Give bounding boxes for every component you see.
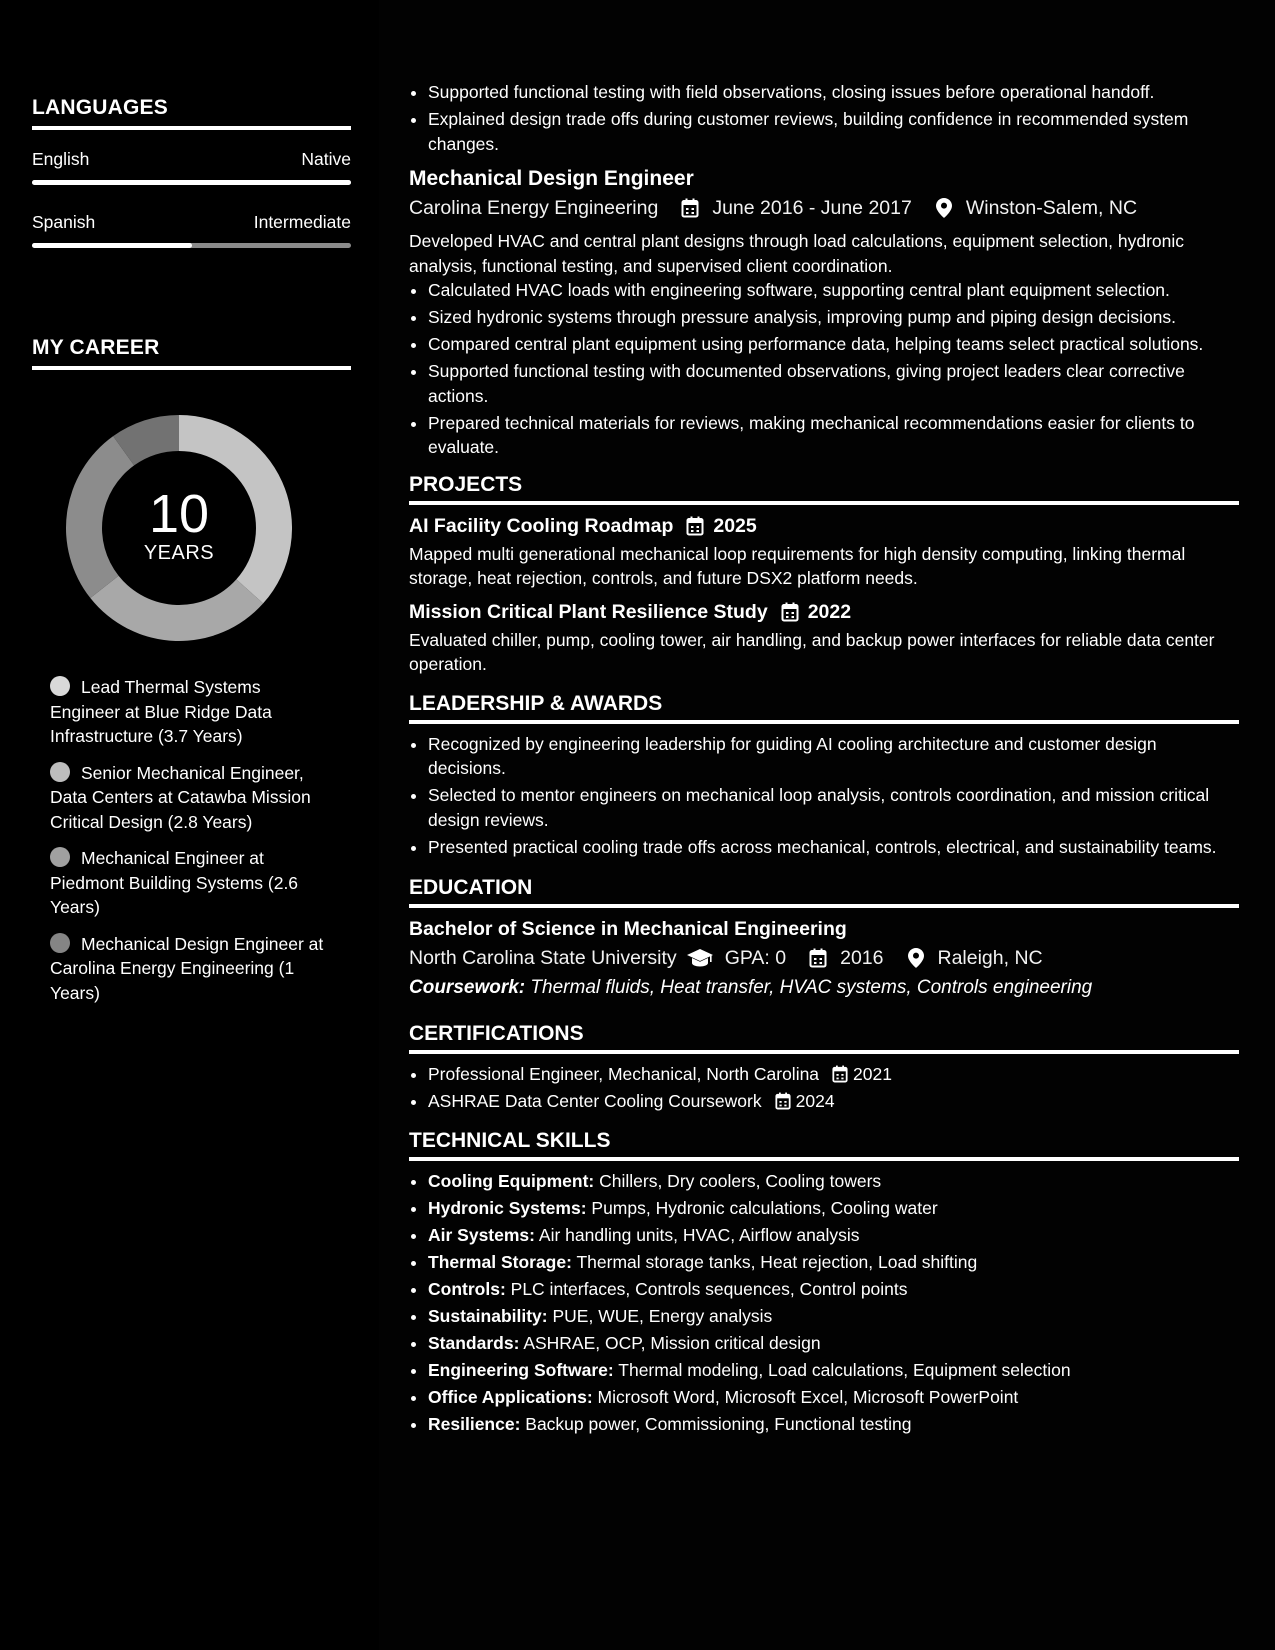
skill-label: Hydronic Systems: bbox=[428, 1197, 587, 1218]
skill-item bbox=[428, 1169, 1239, 1194]
calendar-icon bbox=[685, 516, 705, 536]
total-years-unit: YEARS bbox=[143, 542, 215, 564]
job-bullets bbox=[409, 278, 1239, 460]
education-meta bbox=[409, 945, 1239, 971]
previous-job-bullets bbox=[409, 80, 1239, 156]
skill-value: Thermal storage tanks, Heat rejection, Load shifting bbox=[576, 1251, 978, 1272]
school-name: North Carolina State University bbox=[409, 947, 677, 969]
language-row bbox=[32, 211, 351, 233]
coursework-list: Thermal fluids, Heat transfer, HVAC systems, Controls engineering bbox=[530, 977, 1093, 998]
certifications-title: CERTIFICATIONS bbox=[409, 1021, 1239, 1054]
bullet-item: • Sized hydronic systems through pressure analysis, improving pump and piping design decisions. bbox=[428, 305, 1239, 330]
skill-item bbox=[428, 1304, 1239, 1329]
career-legend bbox=[50, 675, 330, 1017]
career-legend-item bbox=[50, 846, 330, 920]
skill-item bbox=[428, 1358, 1239, 1383]
coursework-label: Coursework: bbox=[409, 977, 526, 998]
certification-year: 2021 bbox=[853, 1064, 892, 1084]
skill-item bbox=[428, 1412, 1239, 1437]
project-name: Mission Critical Plant Resilience Study bbox=[409, 600, 768, 623]
skill-value: PUE, WUE, Energy analysis bbox=[552, 1305, 773, 1326]
project-year: 2025 bbox=[713, 514, 757, 537]
location-pin-icon bbox=[934, 198, 954, 218]
language-item bbox=[32, 211, 351, 248]
skill-label: Controls: bbox=[428, 1278, 506, 1299]
legend-dot bbox=[50, 762, 70, 782]
calendar-icon bbox=[680, 198, 700, 218]
skill-label: Engineering Software: bbox=[428, 1359, 614, 1380]
total-years-value: 10 bbox=[148, 484, 210, 544]
languages-title: LANGUAGES bbox=[32, 96, 351, 130]
skill-value: Thermal modeling, Load calculations, Equipment selection bbox=[618, 1359, 1071, 1380]
career-donut-chart bbox=[66, 415, 292, 641]
language-item bbox=[32, 148, 351, 185]
coursework bbox=[409, 975, 1239, 1001]
job-entry bbox=[409, 166, 1239, 460]
skill-label: Air Systems: bbox=[428, 1224, 535, 1245]
donut-center bbox=[66, 415, 292, 641]
certification-item bbox=[428, 1089, 1239, 1114]
skill-label: Sustainability: bbox=[428, 1305, 548, 1326]
degree: Bachelor of Science in Mechanical Engineering bbox=[409, 918, 847, 940]
language-name: English bbox=[32, 149, 90, 169]
career-legend-label: Mechanical Engineer at Piedmont Building Systems (2.6 Years) bbox=[50, 848, 299, 917]
projects-title: PROJECTS bbox=[409, 472, 1239, 505]
skill-item bbox=[428, 1385, 1239, 1410]
skill-label: Standards: bbox=[428, 1332, 520, 1353]
project-header bbox=[409, 600, 1239, 625]
gpa: GPA: 0 bbox=[724, 947, 787, 969]
certification-item bbox=[428, 1062, 1239, 1087]
project-entry bbox=[409, 600, 1239, 677]
bullet-item: • Calculated HVAC loads with engineering software, supporting central plant equipment selection. bbox=[428, 278, 1239, 303]
job-company: Carolina Energy Engineering bbox=[409, 197, 659, 219]
skills-title: TECHNICAL SKILLS bbox=[409, 1128, 1239, 1161]
skill-item bbox=[428, 1196, 1239, 1221]
language-row bbox=[32, 148, 351, 170]
calendar-icon bbox=[808, 948, 828, 968]
education-entry bbox=[409, 917, 1239, 1001]
skill-item bbox=[428, 1223, 1239, 1248]
bullet-item: • Explained design trade offs during customer reviews, building confidence in recommended system changes. bbox=[428, 107, 1239, 156]
skill-label: Thermal Storage: bbox=[428, 1251, 572, 1272]
certification-row bbox=[428, 1062, 1239, 1087]
skill-label: Office Applications: bbox=[428, 1386, 593, 1407]
skill-label: Resilience: bbox=[428, 1413, 521, 1434]
certification-name: • Professional Engineer, Mechanical, North Carolina bbox=[428, 1064, 820, 1084]
skill-value: Pumps, Hydronic calculations, Cooling water bbox=[591, 1197, 938, 1218]
skill-value: Microsoft Word, Microsoft Excel, Microsoft PowerPoint bbox=[597, 1386, 1019, 1407]
language-proficiency-fill bbox=[32, 180, 351, 185]
school-location: Raleigh, NC bbox=[937, 947, 1043, 969]
project-header bbox=[409, 514, 1239, 539]
skills-list bbox=[409, 1169, 1239, 1437]
skill-value: Chillers, Dry coolers, Cooling towers bbox=[599, 1170, 882, 1191]
career-legend-item bbox=[50, 761, 330, 835]
skill-item bbox=[428, 1250, 1239, 1275]
language-proficiency-bar bbox=[32, 180, 351, 185]
project-name: AI Facility Cooling Roadmap bbox=[409, 514, 674, 537]
legend-dot bbox=[50, 847, 70, 867]
career-legend-label: Lead Thermal Systems Engineer at Blue Ridge Data Infrastructure (3.7 Years) bbox=[50, 677, 272, 746]
sidebar bbox=[0, 0, 379, 1650]
location-pin-icon bbox=[906, 948, 926, 968]
skill-value: PLC interfaces, Controls sequences, Control points bbox=[510, 1278, 908, 1299]
language-level: Native bbox=[301, 149, 351, 169]
leadership-title: LEADERSHIP & AWARDS bbox=[409, 691, 1239, 724]
legend-dot bbox=[50, 933, 70, 953]
language-level: Intermediate bbox=[253, 212, 351, 232]
job-title: Mechanical Design Engineer bbox=[409, 167, 694, 190]
skill-item bbox=[428, 1277, 1239, 1302]
bullet-item: • Prepared technical materials for reviews, making mechanical recommendations easier for clients to evaluate. bbox=[428, 411, 1239, 460]
certification-year: 2024 bbox=[795, 1091, 835, 1111]
career-title: MY CAREER bbox=[32, 336, 351, 370]
project-year: 2022 bbox=[807, 600, 852, 623]
calendar-icon bbox=[774, 1092, 792, 1110]
skill-value: Air handling units, HVAC, Airflow analysis bbox=[538, 1224, 860, 1245]
skill-value: Backup power, Commissioning, Functional testing bbox=[525, 1413, 912, 1434]
graduation-cap-icon bbox=[687, 948, 713, 968]
bullet-item: • Compared central plant equipment using performance data, helping teams select practical solutions. bbox=[428, 332, 1239, 357]
job-meta bbox=[409, 195, 1239, 221]
certification-name: • ASHRAE Data Center Cooling Coursework bbox=[428, 1091, 762, 1111]
skill-item bbox=[428, 1331, 1239, 1356]
bullet-item: • Selected to mentor engineers on mechanical loop analysis, controls coordination, and mission critical design reviews. bbox=[428, 783, 1239, 832]
job-dates: June 2016 - June 2017 bbox=[712, 197, 912, 219]
career-legend-item bbox=[50, 675, 330, 749]
career-legend-item bbox=[50, 932, 330, 1006]
language-name: Spanish bbox=[32, 212, 96, 232]
job-summary: Developed HVAC and central plant designs through load calculations, equipment selection, hydronic analysis, functional testing, and supervised client coordination. bbox=[409, 231, 1185, 276]
career-legend-label: Mechanical Design Engineer at Carolina Energy Engineering (1 Years) bbox=[50, 933, 324, 1003]
graduation-year: 2016 bbox=[840, 947, 884, 969]
language-proficiency-bar bbox=[32, 243, 351, 248]
project-description: Evaluated chiller, pump, cooling tower, air handling, and backup power interfaces for reliable data center operation. bbox=[409, 629, 1215, 674]
bullet-item: • Supported functional testing with documented observations, giving project leaders clear corrective actions. bbox=[428, 359, 1239, 408]
bullet-item: • Supported functional testing with field observations, closing issues before operational handoff. bbox=[428, 80, 1239, 105]
leadership-bullets bbox=[409, 732, 1239, 860]
language-proficiency-fill bbox=[32, 243, 192, 248]
project-description: Mapped multi generational mechanical loop requirements for high density computing, linking thermal storage, heat rejection, controls, and future DSX2 platform needs. bbox=[409, 543, 1186, 588]
certification-row bbox=[428, 1089, 1239, 1114]
calendar-icon bbox=[831, 1065, 849, 1083]
skill-label: Cooling Equipment: bbox=[428, 1170, 595, 1191]
legend-dot bbox=[50, 676, 70, 696]
job-location: Winston-Salem, NC bbox=[965, 197, 1138, 219]
bullet-item: • Recognized by engineering leadership for guiding AI cooling architecture and customer design decisions. bbox=[428, 732, 1239, 781]
project-entry bbox=[409, 514, 1239, 591]
career-legend-label: Senior Mechanical Engineer, Data Centers at Catawba Mission Critical Design (2.8 Years) bbox=[50, 762, 311, 832]
main-column bbox=[409, 80, 1239, 1439]
main-content bbox=[379, 0, 1275, 1650]
languages-section bbox=[32, 96, 351, 248]
bullet-item: • Presented practical cooling trade offs across mechanical, controls, electrical, and sustainability teams. bbox=[428, 835, 1239, 860]
education-title: EDUCATION bbox=[409, 875, 1239, 908]
skill-value: ASHRAE, OCP, Mission critical design bbox=[523, 1332, 821, 1353]
career-section bbox=[32, 336, 351, 370]
certifications-list bbox=[409, 1062, 1239, 1114]
calendar-icon bbox=[780, 602, 800, 622]
